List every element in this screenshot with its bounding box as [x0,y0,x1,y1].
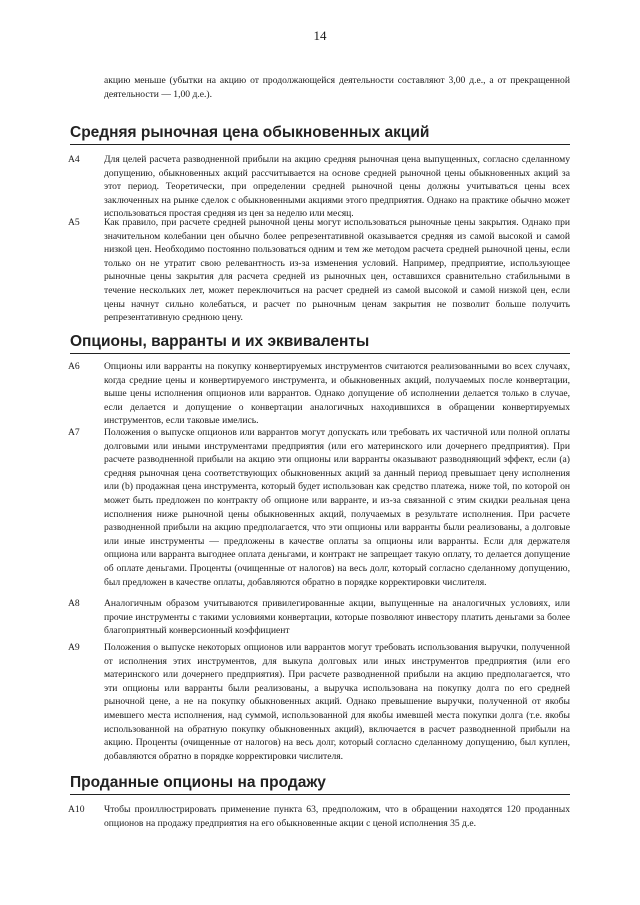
paragraph [68,597,570,638]
section-heading: Средняя рыночная цена обыкновенных акций [70,124,430,141]
paragraph-text: Аналогичным образом учитываются привилегированные акции, выпущенные на аналогичных условиях, или прочие инструменты с такими условиями конвертации, которые позволяют инвестору платить деньгами за более благоприятный конверсионный коэффициент [104,598,570,637]
paragraph-text: Положения о выпуске некоторых опционов или варрантов могут требовать использования выручки, полученной от исполнения этих инструментов, для выкупа долговых или иных инструментов предприятия (или его материнского или дочернего предприятия). При расчете разводненной прибыли на акцию предполагается, что эти опционы или варранты были реализованы, а выручка использована на покупку долга по его средней рыночной цене, а не на покупку обыкновенных акций. Однако превышение выручки, полученной от якобы имевшего места исполнения, над суммой, использованной для якобы имевшей места покупки долга (т.е. якобы использованной на обратную покупку обыкновенных акций), включается в расчет разводненной прибыли на акцию. Проценты (очищенные от налогов) на весь долг, который согласно сделанному допущению, был куплен, добавляются обратно в порядке корректировки числителя. [104,642,570,762]
paragraph [68,641,570,763]
paragraph-text: Для целей расчета разводненной прибыли на акцию средняя рыночная цена выпущенных, согласно сделанному допущению, обыкновенных акций рассчитывается на основе средней рыночной цены обыкновенных акций за этот период. Теоретически, при определении средней рыночной цены должны учитываться цены всех заключенных на рынке сделок с обыкновенными акциями этого предприятия. Однако на практике обычно может использоваться простая средняя из цен за неделю или месяц. [104,154,570,220]
paragraph-code: A5 [68,217,80,228]
paragraph-code: A4 [68,154,80,165]
paragraph-code: A7 [68,427,80,438]
paragraph [68,803,570,830]
paragraph-code: A9 [68,642,80,653]
paragraph-code: A10 [68,804,85,815]
paragraph [68,216,570,325]
paragraph [68,153,570,221]
section-heading: Опционы, варранты и их эквиваленты [70,333,370,350]
paragraph-text: Опционы или варранты на покупку конвертируемых инструментов считаются реализованными во всех случаях, когда средние цены и конвертируемого инструмента, и обыкновенных акций, получаемых после конвертации, выше цены исполнения опционов или варрантов. Однако допущение об исполнении делается только в случае, если делается и допущение о конвертации аналогичных находившихся в обращении конвертируемых инструментов, если таковые имелись. [104,361,570,427]
section-rule [70,794,570,795]
paragraph-code: A8 [68,598,80,609]
section-rule [70,353,570,354]
paragraph [68,360,570,428]
section-rule [70,144,570,145]
paragraph-text: Положения о выпуске опционов или варрантов могут допускать или требовать их частичной или полной оплаты долговыми или иными инструментами предприятия (или его материнского или дочернего предприятия). При расчете разводненной прибыли на акцию эти опционы или варранты оказывают разводняющий эффект, если (a) средняя рыночная цена соответствующих обыкновенных акций за данный период превышает цену исполнения или (b) продажная цена инструмента, который будет использован как средство платежа, ниже той, по которой он может быть предложен по контракту об опционе или варранте, и из-за связанной с этим скидки реальная цена исполнения ниже рыночной цены обыкновенных акций, получаемых в результате исполнения. При расчете разводненной прибыли на акцию предполагается, что эти опционы или варранты были реализованы, а долговые или иные инструменты — предложены в качестве оплаты за опционы или варранты. Если для держателя опциона или варранта выгоднее оплата деньгами, и контракт не запрещает такую оплату, то делается допущение об оплате деньгами. Проценты (очищенные от налогов) на весь долг, который согласно сделанному допущению, был предложен в качестве оплаты, добавляются обратно в порядке корректировки числителя. [104,427,570,588]
paragraph-text: Чтобы проиллюстрировать применение пункта 63, предположим, что в обращении находятся 120 проданных опционов на продажу предприятия на его обыкновенные акции с ценой исполнения 35 д.е. [104,804,570,829]
continuation-text: акцию меньше (убытки на акцию от продолжающейся деятельности составляют 3,00 д.е., а от прекращенной деятельности — 1,00 д.е.). [104,75,570,100]
paragraph [68,426,570,589]
paragraph-text: Как правило, при расчете средней рыночной цены могут использоваться рыночные цены закрытия. Однако при значительном колебании цен обычно более репрезентативной оказывается средняя из самой высокой и самой низкой цен. Необходимо постоянно пользоваться одним и тем же методом расчета средней рыночной цены, если только он не утратит свою релевантность из-за изменения условий. Например, предприятие, использующее рыночные цены закрытия для расчета средней из рыночных цен, оставшихся сравнительно стабильными в течение нескольких лет, может переключиться на расчет средней из самой высокой и самой низкой цен, если цены начнут сильно колебаться, и расчет по рыночным ценам закрытия не позволит больше получить репрезентативную среднюю цену. [104,217,570,324]
paragraph-code: A6 [68,361,80,372]
section-heading: Проданные опционы на продажу [70,774,326,791]
page-number: 14 [313,28,327,43]
